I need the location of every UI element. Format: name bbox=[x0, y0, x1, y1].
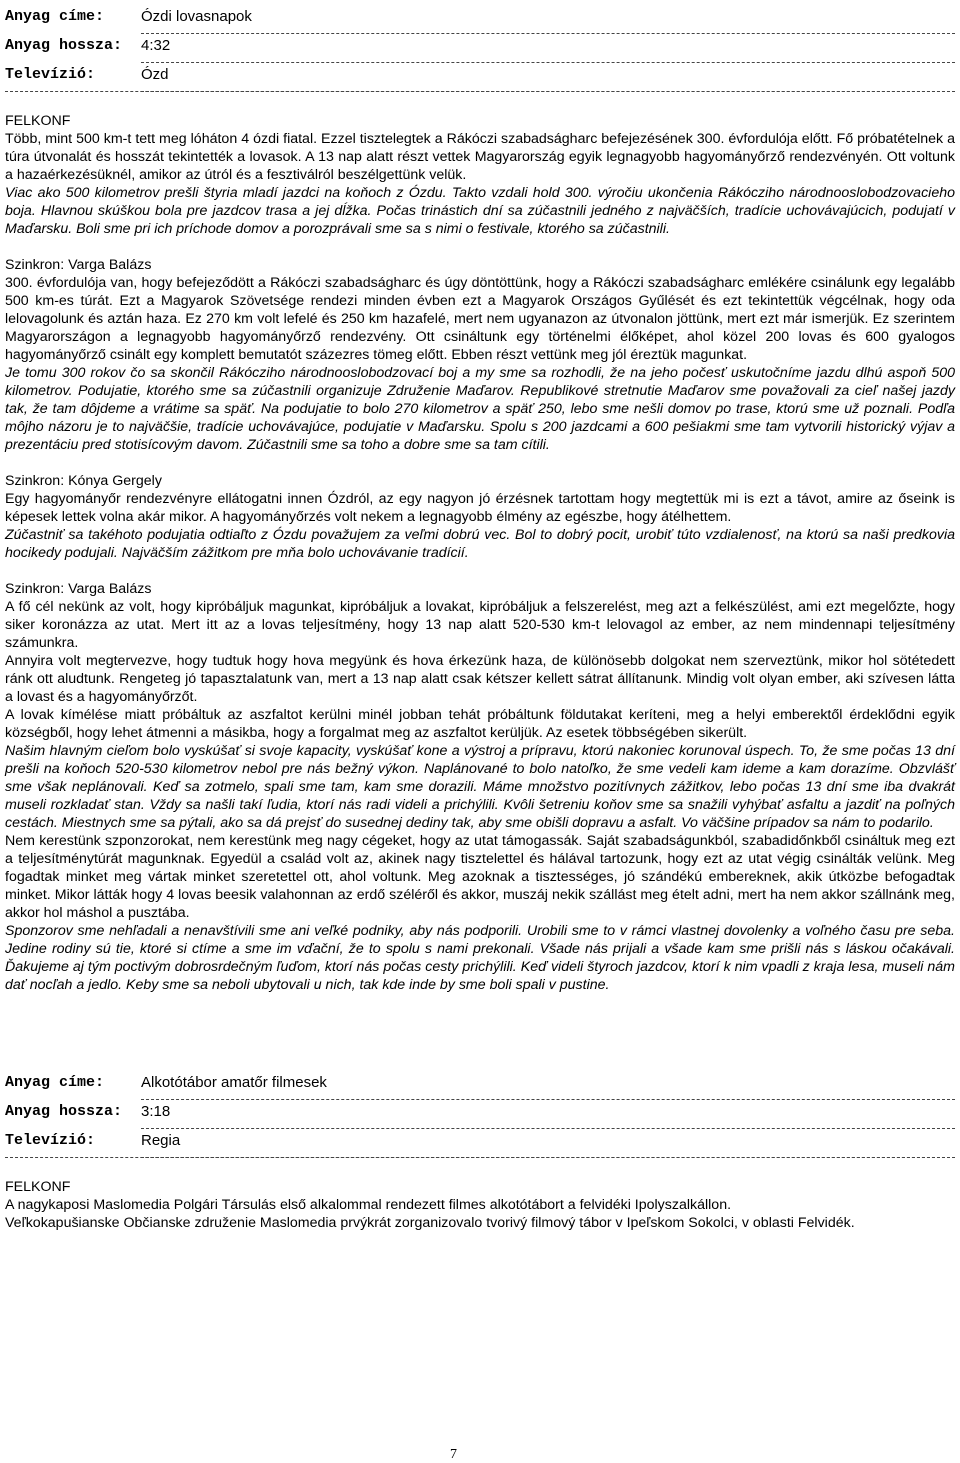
document-page bbox=[5, 0, 955, 1232]
meta-row-length bbox=[5, 1095, 955, 1124]
sync-text-sk: Sponzorov sme nehľadali a nenavštívili sme ani veľké podniky, aby nás podporili. Urobili sme to v rámci vlastnej dovolenky a voľného času pre seba. Jedine rodiny sú tie, ktoré si ctíme a sme im vďační, že to spolu s nami prekonali. Všade nás prijali a všade kam sme prišli nás s láskou očakávali. Ďakujeme aj tým poctivým dobrosrdečným ľuďom, ktorí nás počas cesty prichýlili. Keď videli štyroch jazdcov, ktorí k nim vpadli z kraja lesa, museli nám dať nocľah a jedlo. Keby sme sa neboli ubytovali u nich, tak kde inde by sme boli spali v pustine. bbox=[5, 923, 955, 993]
section-label: FELKONF bbox=[5, 113, 71, 129]
intro-hu: A nagykaposi Maslomedia Polgári Társulás első alkalommal rendezett filmes alkotótábort a felvidéki Ipolyszalkállon. bbox=[5, 1197, 732, 1213]
sync-text-hu: Nem kerestünk szponzorokat, nem kerestünk meg nagy cégeket, hogy az utat támogassák. Saját szabadságunkból, szabadidőnkből csináltuk meg ezt a teljesítménytúrát magunknak. Egyedül a család volt az, akinek nagy tisztelettel és hálával tartozunk, hogy ezt az utat végig csinálták velünk. Meg fogadtak minket meg vártak minket szeretettel ott, ahol voltunk. Meg azoknak a tisztességes, jó szándékú embereknek, akik útközbe befogadtak minket. Mikor látták hogy 4 lovas beesik valahonnan az erdő széléről és akkor, muszáj nekik szállást meg ételt adni, mert ha nem akkor szállnánk meg, akkor hol máshol a pusztába. bbox=[5, 833, 955, 921]
sync-speaker: Szinkron: Varga Balázs bbox=[5, 257, 152, 273]
sync-text-hu: Annyira volt megtervezve, hogy tudtuk hogy hova megyünk és hova érkezünk haza, de különösebb dolgokat nem szerveztünk, mikor hol sötétedett ránk ott aludtunk. Rengeteg jó tapasztalatunk van, mert a 13 nap alatt csak kétszer kellett sátrat állítanunk. Mindig volt olyan ember, aki szívesen látta a lovast és a hagyományőrzőt. bbox=[5, 653, 955, 705]
story-title: Ózdi lovasnapok bbox=[141, 8, 252, 25]
intro-hu: Több, mint 500 km-t tett meg lóháton 4 ózdi fiatal. Ezzel tisztelegtek a Rákóczi szabadságharc befejezésének 300. évfordulója előtt. Fő próbatételnek a túra útvonalát és hosszát tekintették a lovasok. A 13 nap alatt részt vettek Magyarország egyik legnagyobb hagyományőrző rendezvényén. Ott voltunk a hazaérkezésüknél, amikor az útról és a fesztiválról beszélgettünk velük. bbox=[5, 131, 955, 183]
section-label: FELKONF bbox=[5, 1179, 71, 1195]
intro-sk: Viac ako 500 kilometrov prešli štyria mladí jazdci na koňoch z Ózdu. Takto vzdali hold 300. výročiu ukončenia Rákócziho národnooslobodzovacieho boja. Hlavnou skúškou bola pre jazdcov trasa a jej dĺžka. Počas trinástich dní sa zúčastnili jedného z najväčších, tradície uchovávajúcich, podujatí v Maďarsku. Boli sme pri ich príchode domov a porozprávali sme sa s nimi o festivale, ktorého sa zúčastnili. bbox=[5, 185, 955, 237]
divider bbox=[141, 1157, 955, 1158]
story-header bbox=[5, 1066, 955, 1153]
sync-text-hu: Egy hagyományőr rendezvényre ellátogatni innen Ózdról, az egy nagyon jó érzésnek tartottam hogy megtettük mi is ezt a távot, amire az őseink is képesek lettek volna akár mikor. A hagyományőrzés volt nekem a legnagyobb élmény az egészbe, hogy átélhettem. bbox=[5, 491, 955, 525]
sync-text-sk: Našim hlavným cieľom bolo vyskúšať si svoje kapacity, vyskúšať kone a výstroj a prípravu, ktorú nakoniec korunoval úspech. To, že sme počas 13 dní prešli na koňoch 520-530 kilometrov nebol pre nás bežný výkon. Naplánované to bolo natoľko, že sme vedeli kam ideme a kam dorazíme. Obzvlášť sme však neplánovali. Keď sa zotmelo, spali sme tam, kam sme dorazili. Máme množstvo pozitívnych zážitkov, lebo počas 13 dní sme iba dvakrát museli rozkladať stan. Vždy sa našli takí ľudia, ktorí nás radi videli a prichýlili. Kvôli šetreniu koňov sme sa snažili vyhýbať asfaltu a jazdiť na poľných cestách. Miestnych sme sa pýtali, ako sa dá prejsť do susednej dediny tak, aby sme obišli dopravu a asfalt. Vo väčšine prípadov sa nám to podarilo. bbox=[5, 743, 955, 831]
meta-row-tv bbox=[5, 58, 955, 87]
tv-label: Televízió: bbox=[5, 66, 96, 83]
sync-speaker: Szinkron: Kónya Gergely bbox=[5, 473, 162, 489]
length-label: Anyag hossza: bbox=[5, 1103, 123, 1120]
meta-row-title bbox=[5, 1066, 955, 1095]
intro-sk: Veľkokapušianske Občianske združenie Maslomedia prvýkrát zorganizovalo tvorivý filmový tábor v Ipeľskom Sokolci, v oblasti Felvidék. bbox=[5, 1215, 855, 1231]
story-length: 4:32 bbox=[141, 37, 171, 54]
story-title: Alkotótábor amatőr filmesek bbox=[141, 1074, 327, 1091]
sync-text-hu: 300. évfordulója van, hogy befejeződött a Rákóczi szabadságharc és úgy döntöttünk, hogy a Rákóczi szabadságharc emlékére csinálunk egy legalább 500 km-es túrát. Ezt a Magyarok Szövetsége rendezi minden évben ezt a Magyarok Országos Gyűlését és ezt tekintettük végcélnak, hogy oda lelovagolunk és aztán haza. Ez 270 km volt lefelé és 250 km hazafelé, mert nem ugyanazon az útvonalon jöttünk, mert ezt már ismerjük. Ez szerintem Magyarországon a legnagyobb hagyományőrző rendezvény. Ott csináltunk egy történelmi élőképet, ahol közel 200 lovas és 600 gyalogos hagyományőrző csinált egy komplett bemutatót százezres tömeg előtt. Ebben részt vettünk meg jól éreztük magunkat. bbox=[5, 275, 955, 363]
story-tv: Ózd bbox=[141, 66, 169, 83]
title-label: Anyag címe: bbox=[5, 8, 105, 25]
story-header bbox=[5, 0, 955, 87]
sync-text-sk: Je tomu 300 rokov čo sa skončil Rákócziho národnooslobodzovací boj a my sme sa rozhodli, že na jeho počesť uskutočníme jazdu dlhú aspoň 500 kilometrov. Podujatie, ktorého sme sa zúčastnili organizuje Združenie Maďarov. Republikové stretnutie Maďarov sme považovali za cieľ našej jazdy tak, že tam dôjdeme a vrátime sa späť. Na podujatie to bolo 270 kilometrov a späť 250, lebo sme nešli domov po trase, ktorú sme už poznali. Podľa môjho názoru je to najväčšie, tradície uchovávajúce, podujatie v Maďarsku. Spolu s 200 jazdcami a 600 pešiakmi sme tam vytvorili historický výjav a prezentáciu pred stotisícovým davom. Zúčastnili sme sa toho a dobre sme sa tam cítili. bbox=[5, 365, 955, 453]
tv-label: Televízió: bbox=[5, 1132, 96, 1149]
sync-text-hu: A lovak kímélése miatt próbáltuk az aszfaltot kerülni minél jobban tehát próbáltunk földutakat keríteni, meg a helyi emberektől érdeklődni egyik községből, hogy lehet átmenni a másikba, hogy a forgalmat meg az aszfaltot kerüljük. Az esetek többségében sikerült. bbox=[5, 707, 955, 741]
sync-text-sk: Zúčastniť sa takéhoto podujatia odtiaľto z Ózdu považujem za veľmi dobrú vec. Bol to dobrý pocit, urobiť túto vzdialenosť, na ktorú sa naši predkovia hocikedy podujali. Najväčším zážitkom pre mňa bolo uchovávanie tradícií. bbox=[5, 527, 955, 561]
story-length: 3:18 bbox=[141, 1103, 171, 1120]
sync-speaker: Szinkron: Varga Balázs bbox=[5, 581, 152, 597]
title-label: Anyag címe: bbox=[5, 1074, 105, 1091]
meta-row-length bbox=[5, 29, 955, 58]
meta-row-title bbox=[5, 0, 955, 29]
divider bbox=[141, 91, 955, 92]
meta-row-tv bbox=[5, 1124, 955, 1153]
story-tv: Regia bbox=[141, 1132, 181, 1149]
sync-text-hu: A fő cél nekünk az volt, hogy kipróbáljuk magunkat, kipróbáljuk a lovakat, kipróbáljuk a felszerelést, meg azt a felkészülést, ami ezt megelőzte, hogy siker koronázza az utat. Mert itt az a lovas teljesítmény, hogy 13 nap alatt 520-530 km-t lelovagol az ember, az nem mindennapi teljesítmény számunkra. bbox=[5, 599, 955, 651]
length-label: Anyag hossza: bbox=[5, 37, 123, 54]
page-number: 7 bbox=[450, 1447, 457, 1462]
